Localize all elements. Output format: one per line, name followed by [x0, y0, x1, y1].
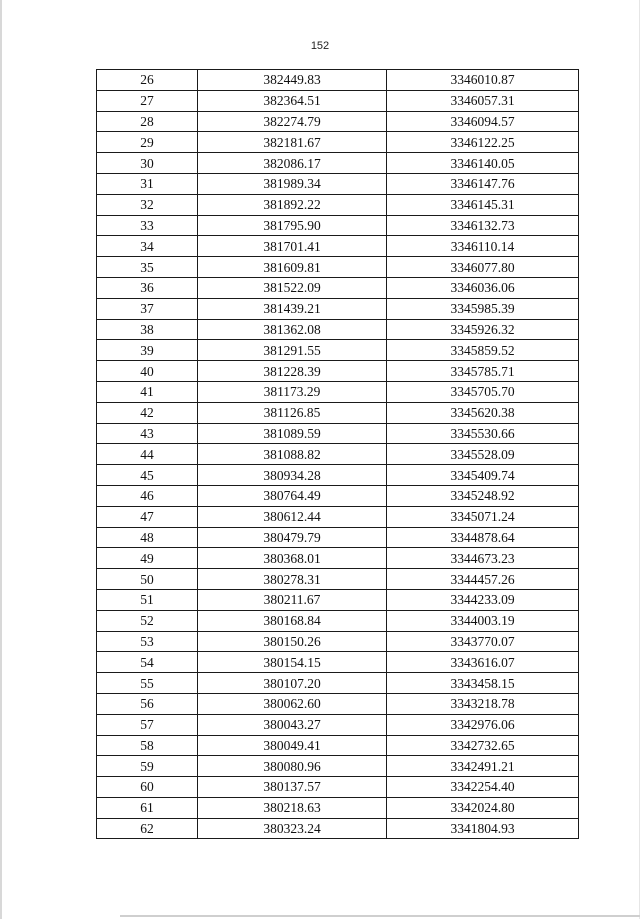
y-coordinate-cell: 3345620.38 [387, 402, 579, 423]
y-coordinate-cell: 3342732.65 [387, 735, 579, 756]
y-coordinate-cell: 3345985.39 [387, 298, 579, 319]
table-row [97, 90, 579, 111]
x-coordinate-cell: 380150.26 [198, 631, 387, 652]
table-row [97, 194, 579, 215]
x-coordinate-cell: 380323.24 [198, 818, 387, 839]
point-number-cell: 32 [97, 194, 198, 215]
point-number-cell: 39 [97, 340, 198, 361]
point-number-cell: 44 [97, 444, 198, 465]
point-number-cell: 55 [97, 673, 198, 694]
point-number-cell: 37 [97, 298, 198, 319]
table-row [97, 340, 579, 361]
x-coordinate-cell: 381439.21 [198, 298, 387, 319]
table-row [97, 714, 579, 735]
x-coordinate-cell: 380368.01 [198, 548, 387, 569]
table-row [97, 818, 579, 839]
point-number-cell: 58 [97, 735, 198, 756]
x-coordinate-cell: 380062.60 [198, 693, 387, 714]
table-row [97, 423, 579, 444]
x-coordinate-cell: 380934.28 [198, 465, 387, 486]
x-coordinate-cell: 381892.22 [198, 194, 387, 215]
page-bottom-edge [120, 915, 640, 917]
x-coordinate-cell: 380764.49 [198, 485, 387, 506]
x-coordinate-cell: 380612.44 [198, 506, 387, 527]
x-coordinate-cell: 380479.79 [198, 527, 387, 548]
point-number-cell: 57 [97, 714, 198, 735]
table-row [97, 756, 579, 777]
y-coordinate-cell: 3342024.80 [387, 797, 579, 818]
table-row [97, 173, 579, 194]
table-row [97, 298, 579, 319]
table-row [97, 797, 579, 818]
point-number-cell: 61 [97, 797, 198, 818]
x-coordinate-cell: 381089.59 [198, 423, 387, 444]
point-number-cell: 56 [97, 693, 198, 714]
page-left-edge [0, 0, 2, 919]
x-coordinate-cell: 381701.41 [198, 236, 387, 257]
y-coordinate-cell: 3345705.70 [387, 381, 579, 402]
y-coordinate-cell: 3345785.71 [387, 361, 579, 382]
y-coordinate-cell: 3346110.14 [387, 236, 579, 257]
x-coordinate-cell: 381989.34 [198, 173, 387, 194]
point-number-cell: 33 [97, 215, 198, 236]
table-row [97, 569, 579, 590]
y-coordinate-cell: 3346132.73 [387, 215, 579, 236]
x-coordinate-cell: 380168.84 [198, 610, 387, 631]
y-coordinate-cell: 3346094.57 [387, 111, 579, 132]
x-coordinate-cell: 382086.17 [198, 153, 387, 174]
point-number-cell: 36 [97, 277, 198, 298]
y-coordinate-cell: 3345528.09 [387, 444, 579, 465]
y-coordinate-cell: 3345409.74 [387, 465, 579, 486]
y-coordinate-cell: 3346140.05 [387, 153, 579, 174]
point-number-cell: 59 [97, 756, 198, 777]
x-coordinate-cell: 381795.90 [198, 215, 387, 236]
y-coordinate-cell: 3346077.80 [387, 257, 579, 278]
table-row [97, 735, 579, 756]
x-coordinate-cell: 380211.67 [198, 589, 387, 610]
x-coordinate-cell: 382449.83 [198, 70, 387, 91]
point-number-cell: 47 [97, 506, 198, 527]
table-row [97, 631, 579, 652]
table-row [97, 610, 579, 631]
x-coordinate-cell: 381173.29 [198, 381, 387, 402]
table-row [97, 485, 579, 506]
x-coordinate-cell: 380154.15 [198, 652, 387, 673]
x-coordinate-cell: 381126.85 [198, 402, 387, 423]
table-row [97, 465, 579, 486]
x-coordinate-cell: 381362.08 [198, 319, 387, 340]
point-number-cell: 27 [97, 90, 198, 111]
y-coordinate-cell: 3343616.07 [387, 652, 579, 673]
point-number-cell: 51 [97, 589, 198, 610]
y-coordinate-cell: 3345071.24 [387, 506, 579, 527]
table-row [97, 589, 579, 610]
x-coordinate-cell: 381609.81 [198, 257, 387, 278]
y-coordinate-cell: 3346010.87 [387, 70, 579, 91]
y-coordinate-cell: 3343458.15 [387, 673, 579, 694]
x-coordinate-cell: 380049.41 [198, 735, 387, 756]
table-row [97, 111, 579, 132]
point-number-cell: 38 [97, 319, 198, 340]
point-number-cell: 45 [97, 465, 198, 486]
x-coordinate-cell: 381291.55 [198, 340, 387, 361]
table-row [97, 381, 579, 402]
point-number-cell: 46 [97, 485, 198, 506]
x-coordinate-cell: 382181.67 [198, 132, 387, 153]
x-coordinate-cell: 381228.39 [198, 361, 387, 382]
point-number-cell: 35 [97, 257, 198, 278]
table-row [97, 361, 579, 382]
y-coordinate-cell: 3346057.31 [387, 90, 579, 111]
x-coordinate-cell: 380218.63 [198, 797, 387, 818]
x-coordinate-cell: 380080.96 [198, 756, 387, 777]
y-coordinate-cell: 3341804.93 [387, 818, 579, 839]
coordinate-table-body [97, 70, 579, 839]
y-coordinate-cell: 3342254.40 [387, 777, 579, 798]
point-number-cell: 41 [97, 381, 198, 402]
y-coordinate-cell: 3344003.19 [387, 610, 579, 631]
point-number-cell: 30 [97, 153, 198, 174]
y-coordinate-cell: 3345530.66 [387, 423, 579, 444]
table-row [97, 777, 579, 798]
point-number-cell: 29 [97, 132, 198, 153]
y-coordinate-cell: 3345248.92 [387, 485, 579, 506]
x-coordinate-cell: 380137.57 [198, 777, 387, 798]
table-row [97, 673, 579, 694]
y-coordinate-cell: 3346145.31 [387, 194, 579, 215]
y-coordinate-cell: 3344878.64 [387, 527, 579, 548]
table-row [97, 319, 579, 340]
table-row [97, 257, 579, 278]
y-coordinate-cell: 3346036.06 [387, 277, 579, 298]
table-row [97, 132, 579, 153]
y-coordinate-cell: 3342976.06 [387, 714, 579, 735]
point-number-cell: 34 [97, 236, 198, 257]
point-number-cell: 53 [97, 631, 198, 652]
table-row [97, 277, 579, 298]
point-number-cell: 43 [97, 423, 198, 444]
y-coordinate-cell: 3344673.23 [387, 548, 579, 569]
y-coordinate-cell: 3344457.26 [387, 569, 579, 590]
table-row [97, 652, 579, 673]
table-row [97, 548, 579, 569]
y-coordinate-cell: 3343770.07 [387, 631, 579, 652]
table-row [97, 70, 579, 91]
x-coordinate-cell: 380043.27 [198, 714, 387, 735]
point-number-cell: 50 [97, 569, 198, 590]
y-coordinate-cell: 3345859.52 [387, 340, 579, 361]
page-number: 152 [310, 40, 330, 52]
table-row [97, 693, 579, 714]
point-number-cell: 49 [97, 548, 198, 569]
point-number-cell: 60 [97, 777, 198, 798]
y-coordinate-cell: 3346147.76 [387, 173, 579, 194]
x-coordinate-cell: 382364.51 [198, 90, 387, 111]
table-row [97, 444, 579, 465]
y-coordinate-cell: 3346122.25 [387, 132, 579, 153]
point-number-cell: 26 [97, 70, 198, 91]
y-coordinate-cell: 3343218.78 [387, 693, 579, 714]
x-coordinate-cell: 382274.79 [198, 111, 387, 132]
table-row [97, 506, 579, 527]
table-row [97, 527, 579, 548]
point-number-cell: 28 [97, 111, 198, 132]
point-number-cell: 48 [97, 527, 198, 548]
point-number-cell: 40 [97, 361, 198, 382]
coordinate-table [96, 69, 579, 839]
y-coordinate-cell: 3344233.09 [387, 589, 579, 610]
table-row [97, 215, 579, 236]
y-coordinate-cell: 3342491.21 [387, 756, 579, 777]
table-row [97, 153, 579, 174]
x-coordinate-cell: 381088.82 [198, 444, 387, 465]
x-coordinate-cell: 381522.09 [198, 277, 387, 298]
y-coordinate-cell: 3345926.32 [387, 319, 579, 340]
table-row [97, 402, 579, 423]
x-coordinate-cell: 380107.20 [198, 673, 387, 694]
point-number-cell: 54 [97, 652, 198, 673]
x-coordinate-cell: 380278.31 [198, 569, 387, 590]
table-row [97, 236, 579, 257]
point-number-cell: 52 [97, 610, 198, 631]
point-number-cell: 62 [97, 818, 198, 839]
point-number-cell: 31 [97, 173, 198, 194]
point-number-cell: 42 [97, 402, 198, 423]
